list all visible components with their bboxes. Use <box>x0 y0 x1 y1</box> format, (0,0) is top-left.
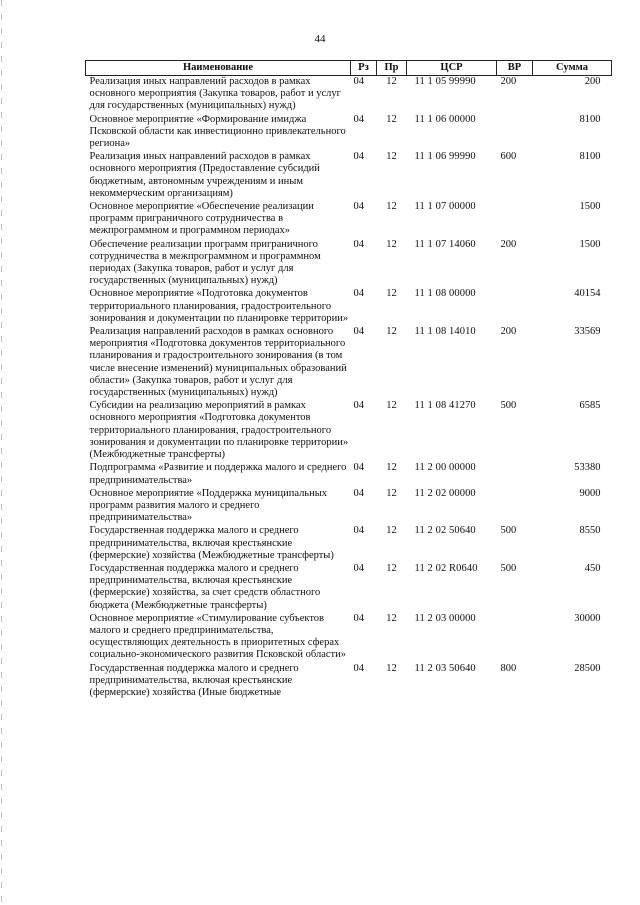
cell-vr <box>497 613 533 663</box>
header-csr: ЦСР <box>407 61 497 76</box>
table-row <box>86 525 612 563</box>
cell-rz: 04 <box>353 201 364 213</box>
cell-csr: 11 1 08 00000 <box>414 288 476 300</box>
cell-sum: 53380 <box>574 462 601 474</box>
cell-rz: 04 <box>353 525 364 537</box>
table-row <box>86 488 612 526</box>
cell-vr <box>497 288 533 326</box>
cell-rz: 04 <box>353 562 364 574</box>
cell-vr: 200 <box>500 238 517 250</box>
cell-csr: 11 1 08 14010 <box>414 326 476 338</box>
cell-sum: 200 <box>584 76 601 87</box>
table-row <box>86 462 612 487</box>
cell-csr: 11 2 02 R0640 <box>414 562 478 574</box>
cell-sum: 28500 <box>574 662 601 674</box>
cell-csr: 11 2 03 50640 <box>414 662 476 674</box>
table-row <box>86 563 612 613</box>
cell-pr: 12 <box>386 612 397 624</box>
cell-sum: 8100 <box>579 151 601 163</box>
cell-name: Основное мероприятие «Формирование имиджа Псковской области как инвестиционно привлекательного региона» <box>89 113 346 150</box>
cell-csr: 11 1 07 14060 <box>414 238 476 250</box>
table-row <box>86 201 612 239</box>
cell-pr: 12 <box>386 288 397 300</box>
table-row <box>86 239 612 289</box>
table-row <box>86 663 612 701</box>
cell-name: Реализация направлений расходов в рамках основного мероприятия «Подготовка документов территориального планирования и градостроительного зонирования (в том числе внесение изменений) муниципальных образований области» (Закупка товаров, работ и услуг для государственных (муниципальных) нужд) <box>89 326 347 399</box>
scan-edge <box>1 0 2 905</box>
cell-vr <box>497 488 533 526</box>
cell-vr: 500 <box>500 400 517 412</box>
cell-vr: 500 <box>500 562 517 574</box>
cell-pr: 12 <box>386 562 397 574</box>
table-row <box>86 151 612 201</box>
table-row <box>86 326 612 400</box>
cell-vr: 200 <box>500 326 517 338</box>
cell-sum: 6585 <box>579 400 601 412</box>
cell-rz: 04 <box>353 288 364 300</box>
budget-table <box>85 60 612 700</box>
cell-csr: 11 1 07 00000 <box>414 201 476 213</box>
cell-vr <box>497 201 533 239</box>
table-row <box>86 400 612 462</box>
cell-pr: 12 <box>386 525 397 537</box>
cell-pr: 12 <box>386 487 397 499</box>
header-sum: Сумма <box>533 61 612 76</box>
cell-rz: 04 <box>353 662 364 674</box>
cell-csr: 11 1 08 41270 <box>414 400 476 412</box>
cell-sum: 8550 <box>579 525 601 537</box>
cell-rz: 04 <box>353 238 364 250</box>
header-pr: Пр <box>377 61 407 76</box>
cell-vr: 800 <box>500 662 517 674</box>
cell-name: Основное мероприятие «Поддержка муниципальных программ развития малого и среднего предпринимательства» <box>89 487 328 524</box>
cell-sum: 8100 <box>579 113 601 125</box>
table-row <box>86 114 612 152</box>
header-rz: Рз <box>351 61 377 76</box>
cell-csr: 11 1 06 99990 <box>414 151 476 163</box>
cell-sum: 1500 <box>579 238 601 250</box>
header-vr: ВР <box>497 61 533 76</box>
cell-name: Государственная поддержка малого и среднего предпринимательства, включая крестьянские (фермерские) хозяйства (Иные бюджетные <box>89 662 299 698</box>
cell-pr: 12 <box>386 76 397 87</box>
cell-csr: 11 2 02 00000 <box>414 487 476 499</box>
cell-sum: 450 <box>584 562 601 574</box>
table-row <box>86 288 612 326</box>
cell-vr: 200 <box>500 76 517 87</box>
cell-name: Реализация иных направлений расходов в рамках основного мероприятия (Закупка товаров, работ и услуг для государственных (муниципальных) нужд) <box>89 76 341 112</box>
cell-csr: 11 2 02 50640 <box>414 525 476 537</box>
cell-pr: 12 <box>386 238 397 250</box>
cell-sum: 1500 <box>579 201 601 213</box>
cell-vr: 500 <box>500 525 517 537</box>
cell-name: Основное мероприятие «Обеспечение реализации программ приграничного сотрудничества в межпрограммном и программном периодах» <box>89 201 314 237</box>
cell-name: Субсидии на реализацию мероприятий в рамках основного мероприятия «Подготовка документов территориального планирования, градостроительного зонирования и документации по планировке территории» (Межбюджетные трансферты) <box>89 400 349 461</box>
cell-csr: 11 2 03 00000 <box>414 612 476 624</box>
cell-vr: 600 <box>500 151 517 163</box>
table-row <box>86 613 612 663</box>
table-header <box>86 61 612 76</box>
cell-rz: 04 <box>353 400 364 412</box>
cell-pr: 12 <box>386 662 397 674</box>
cell-sum: 40154 <box>574 288 601 300</box>
table-row <box>86 76 612 114</box>
cell-name: Основное мероприятие «Подготовка документов территориального планирования, градостроительного зонирования и документации по планировке территории» <box>89 288 349 324</box>
cell-sum: 33569 <box>574 326 601 338</box>
cell-rz: 04 <box>353 151 364 163</box>
cell-rz: 04 <box>353 612 364 624</box>
cell-csr: 11 1 05 99990 <box>414 76 476 87</box>
cell-rz: 04 <box>353 487 364 499</box>
cell-pr: 12 <box>386 113 397 125</box>
cell-pr: 12 <box>386 400 397 412</box>
cell-sum: 30000 <box>574 612 601 624</box>
page-number: 44 <box>314 33 326 45</box>
cell-pr: 12 <box>386 462 397 474</box>
cell-rz: 04 <box>353 113 364 125</box>
cell-sum: 9000 <box>579 487 601 499</box>
cell-name: Подпрограмма «Развитие и поддержка малого и среднего предпринимательства» <box>89 462 347 486</box>
cell-vr <box>497 462 533 487</box>
cell-pr: 12 <box>386 201 397 213</box>
cell-pr: 12 <box>386 326 397 338</box>
cell-name: Государственная поддержка малого и среднего предпринимательства, включая крестьянские (фермерские) хозяйства (Межбюджетные трансферты) <box>89 525 334 561</box>
cell-rz: 04 <box>353 326 364 338</box>
cell-vr <box>497 114 533 152</box>
cell-csr: 11 2 00 00000 <box>414 462 476 474</box>
cell-csr: 11 1 06 00000 <box>414 113 476 125</box>
cell-rz: 04 <box>353 76 364 87</box>
cell-name: Государственная поддержка малого и среднего предпринимательства, включая крестьянские (фермерские) хозяйства, за счет средств областного бюджета (Межбюджетные трансферты) <box>89 562 321 611</box>
header-row <box>86 61 612 76</box>
cell-rz: 04 <box>353 462 364 474</box>
header-name: Наименование <box>86 61 351 76</box>
table-body <box>86 76 612 701</box>
cell-name: Обеспечение реализации программ приграничного сотрудничества в межпрограммном и программном периодах (Закупка товаров, работ и услуг для государственных (муниципальных) нужд) <box>89 238 321 287</box>
cell-name: Основное мероприятие «Стимулирование субъектов малого и среднего предпринимательства, осуществляющих деятельность в приоритетных сферах социально-экономического развития Псковской области» <box>89 612 346 661</box>
cell-name: Реализация иных направлений расходов в рамках основного мероприятия (Предоставление субсидий бюджетным, автономным учреждениям и иным некоммерческим организациям) <box>89 151 320 199</box>
cell-pr: 12 <box>386 151 397 163</box>
